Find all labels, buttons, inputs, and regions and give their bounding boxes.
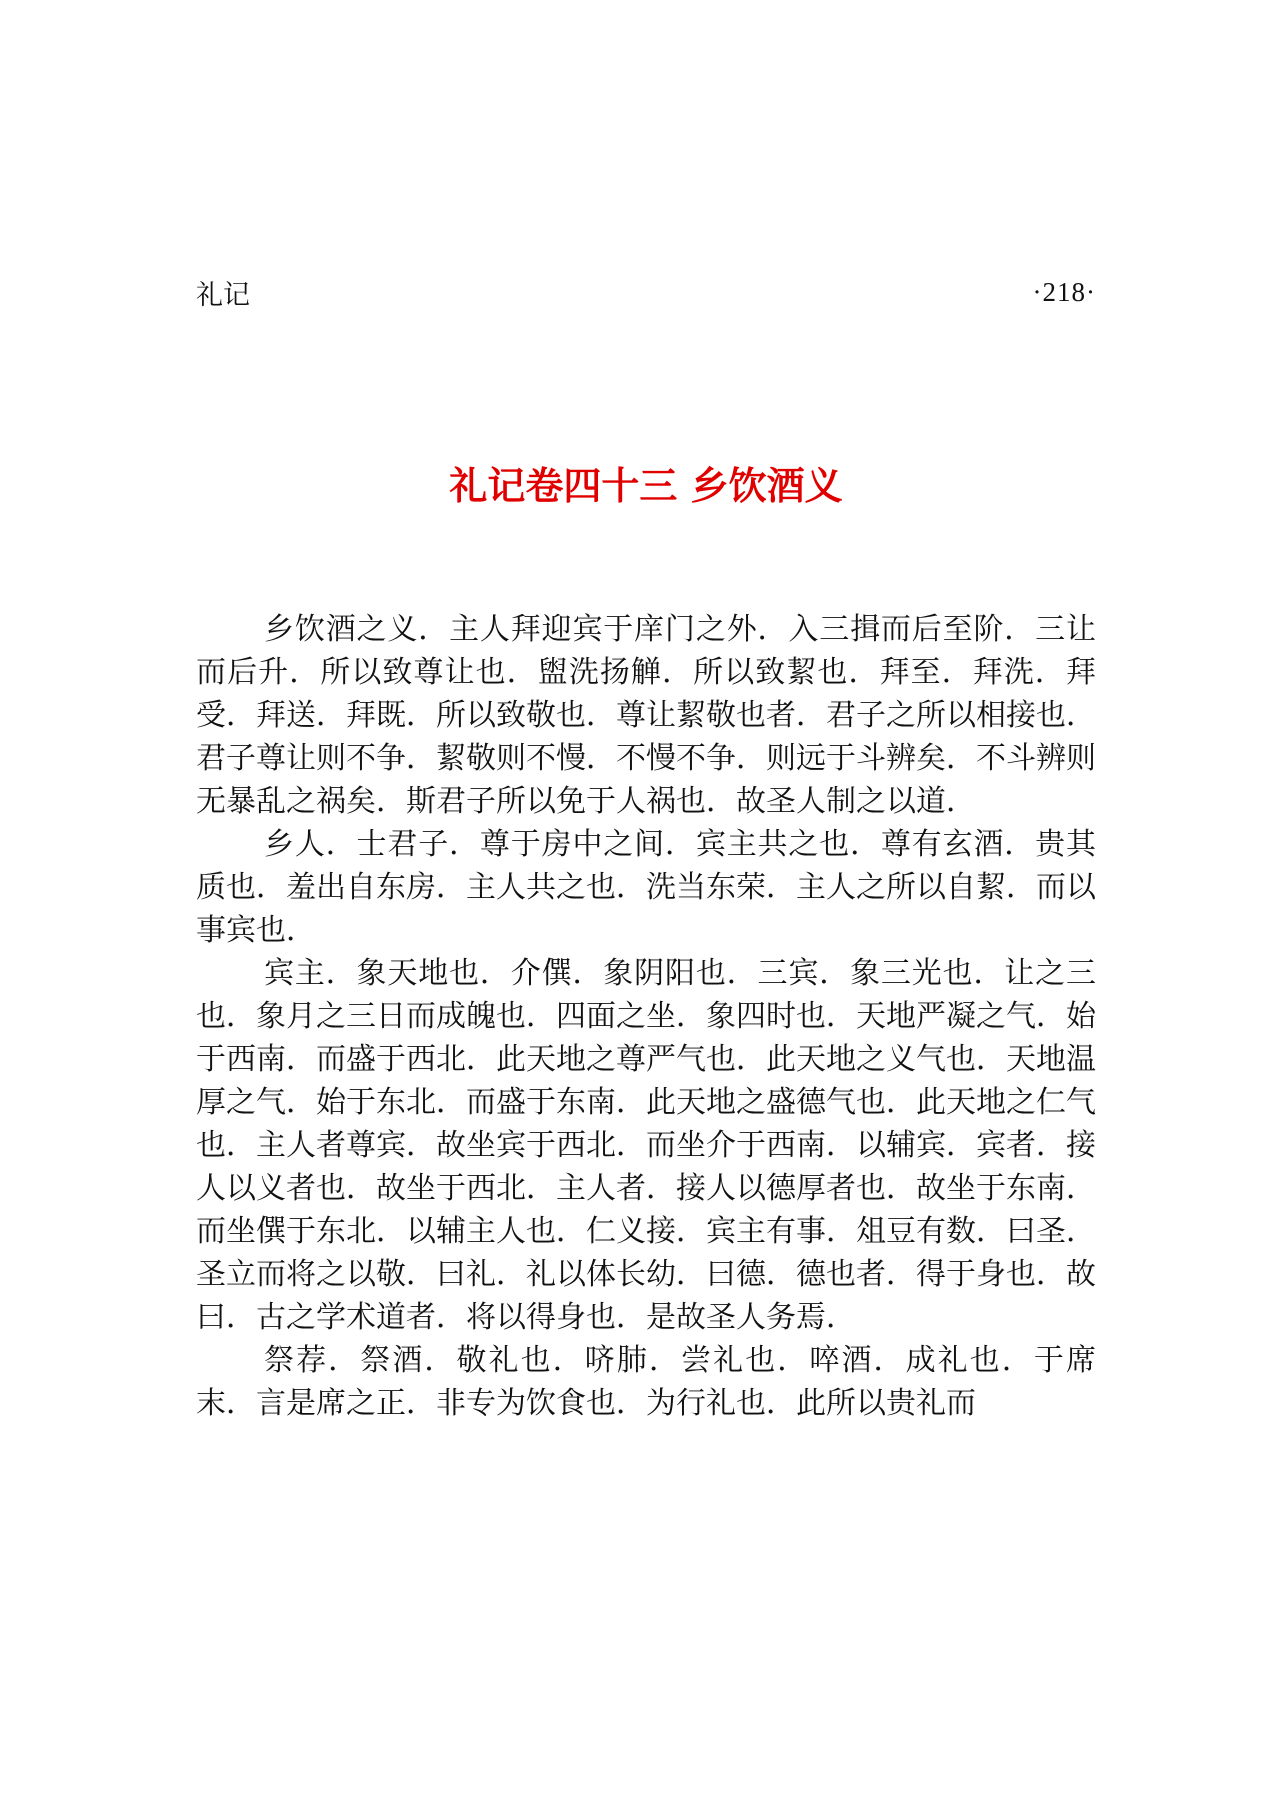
running-head — [196, 272, 1096, 312]
body-text — [196, 608, 1096, 1425]
paragraph: 乡饮酒之义．主人拜迎宾于庠门之外．入三揖而后至阶．三让而后升．所以致尊让也．盥洗扬觯．所以致絜也．拜至．拜洗．拜受．拜送．拜既．所以致敬也．尊让絜敬也者．君子之所以相接也．君子尊让则不争．絜敬则不慢．不慢不争．则远于斗辨矣．不斗辨则无暴乱之祸矣．斯君子所以免于人祸也．故圣人制之以道． — [196, 612, 1096, 819]
page-number: ·218· — [1032, 276, 1096, 307]
book-title: 礼记 — [196, 279, 250, 311]
chapter-title: 礼记卷四十三 乡饮酒义 — [449, 464, 843, 508]
paragraph: 宾主．象天地也．介僎．象阴阳也．三宾．象三光也．让之三也．象月之三日而成魄也．四面之坐．象四时也．天地严凝之气．始于西南．而盛于西北．此天地之尊严气也．此天地之义气也．天地温厚之气．始于东北．而盛于东南．此天地之盛德气也．此天地之仁气也．主人者尊宾．故坐宾于西北．而坐介于西南．以辅宾．宾者．接人以义者也．故坐于西北．主人者．接人以德厚者也．故坐于东南．而坐僎于东北．以辅主人也．仁义接．宾主有事．俎豆有数．曰圣．圣立而将之以敬．曰礼．礼以体长幼．曰德．德也者．得于身也．故曰．古之学术道者．将以得身也．是故圣人务焉． — [196, 956, 1096, 1335]
paragraph: 祭荐．祭酒．敬礼也．哜肺．尝礼也．啐酒．成礼也．于席末．言是席之正．非专为饮食也．为行礼也．此所以贵礼而 — [196, 1343, 1096, 1421]
paragraph: 乡人．士君子．尊于房中之间．宾主共之也．尊有玄酒．贵其质也．羞出自东房．主人共之也．洗当东荣．主人之所以自絜．而以事宾也． — [196, 827, 1096, 948]
